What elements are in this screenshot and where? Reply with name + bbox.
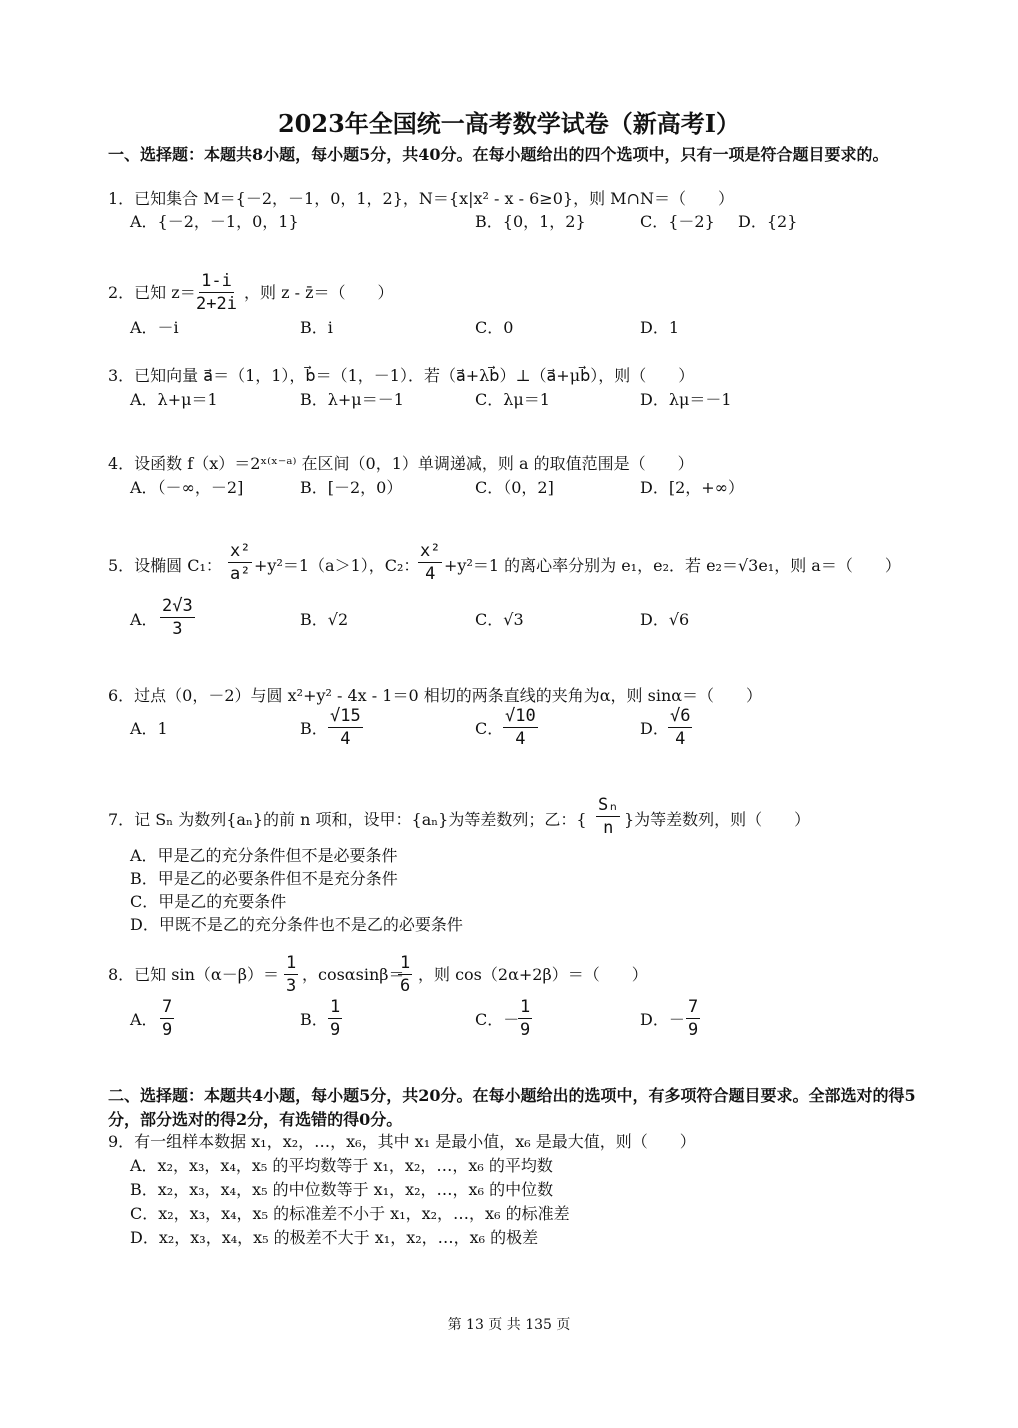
q2-option-b: B．i [300, 318, 333, 337]
q7-fraction-num: Sₙ [598, 795, 619, 815]
q8-option-b-label: B． [300, 1010, 328, 1029]
q8-option-a-fraction [160, 998, 174, 1039]
q6-option-b-num: √15 [330, 706, 361, 726]
q8-option-d-num: 7 [688, 997, 699, 1017]
q5-option-a-fraction [160, 597, 195, 638]
q2-fraction [196, 272, 237, 313]
q2-option-a: A．－i [130, 318, 179, 337]
q2-stem-post: ，则 z - z̄＝（ ） [244, 283, 394, 302]
section-1-heading: 一、选择题：本题共8小题，每小题5分，共40分。在每小题给出的四个选项中，只有一项是符合题目要求的。 [108, 145, 889, 164]
q8-fraction-1-den: 3 [286, 976, 297, 996]
q5-stem-pre: 5．设椭圆 C₁： [108, 556, 222, 575]
q8-fraction-2-num: 1 [400, 953, 411, 973]
q4-option-c: C．（0，2] [475, 478, 554, 497]
q5-stem-mid: +y²＝1（a＞1），C₂： [254, 556, 420, 575]
q6-option-d-fraction [668, 707, 692, 748]
q8-fraction-2-den: 6 [400, 976, 411, 996]
q7-stem-pre: 7．记 Sₙ 为数列{aₙ}的前 n 项和，设甲：{aₙ}为等差数列；乙：{ [108, 810, 587, 829]
q2-fraction-den: 2+2i [196, 294, 237, 314]
q8-option-a-den: 9 [162, 1020, 173, 1040]
q8-option-c-den: 9 [520, 1020, 531, 1040]
q1-option-b: B．{0，1，2} [475, 212, 586, 231]
q7-fraction [596, 796, 620, 837]
q8-fraction-1-num: 1 [286, 953, 297, 973]
q8-option-b-fraction [328, 998, 342, 1039]
q8-option-c-fraction [518, 998, 532, 1039]
q5-fraction-1-num: x² [230, 541, 251, 561]
q4-option-b: B．[－2，0） [300, 478, 403, 497]
q6-option-d-den: 4 [675, 729, 686, 749]
q3-option-b: B．λ+μ＝－1 [300, 390, 404, 409]
q8-option-b-num: 1 [330, 997, 341, 1017]
q1-option-d: D．{2} [738, 212, 798, 231]
q6-option-c-den: 4 [515, 729, 526, 749]
q8-option-d-fraction [686, 998, 700, 1039]
q3-option-d: D．λμ＝－1 [640, 390, 732, 409]
q6-option-b-den: 4 [340, 729, 351, 749]
q8-option-b-den: 9 [330, 1020, 341, 1040]
q3-option-a: A．λ+μ＝1 [130, 390, 218, 409]
q5-fraction-2-num: x² [420, 541, 441, 561]
page-footer: 第 13 页 共 135 页 [447, 1317, 571, 1333]
q2-stem-pre: 2．已知 z＝ [108, 283, 196, 302]
q3-option-c: C．λμ＝1 [475, 390, 550, 409]
q2-fraction-num: 1-i [201, 271, 232, 291]
q6-option-c-num: √10 [505, 706, 536, 726]
q9-stem: 9．有一组样本数据 x₁，x₂，…，x₆，其中 x₁ 是最小值，x₆ 是最大值，则（ ） [108, 1132, 696, 1151]
q6-option-c-label: C． [475, 719, 504, 738]
q2-option-d: D．1 [640, 318, 680, 337]
q6-option-d-num: √6 [670, 706, 691, 726]
q7-option-a: A．甲是乙的充分条件但不是必要条件 [130, 846, 398, 865]
q6-stem: 6．过点（0，－2）与圆 x²+y² - 4x - 1＝0 相切的两条直线的夹角为α，则 sinα＝（ ） [108, 686, 763, 705]
q5-option-d: D．√6 [640, 610, 690, 629]
q8-fraction-1 [284, 954, 298, 995]
q8-fraction-2 [398, 954, 412, 995]
q5-fraction-1 [228, 542, 252, 583]
q1-option-a: A．{－2，－1，0，1} [130, 212, 299, 231]
q6-option-d-label: D． [640, 719, 669, 738]
q8-option-a-label: A． [130, 1010, 158, 1029]
q8-stem-pre: 8．已知 sin（α－β）＝ [108, 965, 279, 984]
q6-option-b-fraction [328, 707, 363, 748]
q8-stem-mid: ，cosαsinβ＝ [302, 965, 405, 984]
q9-option-a: A．x₂，x₃，x₄，x₅ 的平均数等于 x₁，x₂，…，x₆ 的平均数 [130, 1156, 553, 1175]
q5-fraction-2 [418, 542, 442, 583]
q1-option-c: C．{－2} [640, 212, 715, 231]
q8-option-d-label: D．－ [640, 1010, 685, 1029]
q5-option-a-label: A． [130, 610, 158, 629]
q6-option-c-fraction [503, 707, 538, 748]
q5-option-a-den: 3 [172, 619, 183, 639]
q5-option-a-num: 2√3 [162, 596, 193, 616]
q7-option-c: C．甲是乙的充要条件 [130, 892, 287, 911]
q7-option-d: D．甲既不是乙的充分条件也不是乙的必要条件 [130, 915, 463, 934]
q2-option-c: C．0 [475, 318, 514, 337]
q9-option-c: C．x₂，x₃，x₄，x₅ 的标准差不小于 x₁，x₂，…，x₆ 的标准差 [130, 1204, 570, 1223]
q7-option-b: B．甲是乙的必要条件但不是充分条件 [130, 869, 398, 888]
q9-option-d: D．x₂，x₃，x₄，x₅ 的极差不大于 x₁，x₂，…，x₆ 的极差 [130, 1228, 539, 1247]
q4-option-d: D．[2，+∞） [640, 478, 744, 497]
q8-option-a-num: 7 [162, 997, 173, 1017]
q5-fraction-1-den: a² [230, 564, 251, 584]
q5-stem-post: +y²＝1 的离心率分别为 e₁，e₂．若 e₂＝√3e₁，则 a＝（ ） [444, 556, 901, 575]
q7-stem-post: }为等差数列，则（ ） [624, 810, 811, 829]
q8-option-d-den: 9 [688, 1020, 699, 1040]
q8-option-c-num: 1 [520, 997, 531, 1017]
q6-option-b-label: B． [300, 719, 328, 738]
q5-fraction-2-den: 4 [425, 564, 436, 584]
q6-option-a: A．1 [130, 719, 168, 738]
q5-option-c: C．√3 [475, 610, 524, 629]
q8-stem-post: ，则 cos（2α+2β）＝（ ） [418, 965, 648, 984]
q7-fraction-den: n [603, 818, 614, 838]
q1-stem: 1．已知集合 M＝{－2，－1，0，1，2}，N＝{x|x² - x - 6≥0}，则 M∩N＝（ ） [108, 189, 734, 208]
q9-option-b: B．x₂，x₃，x₄，x₅ 的中位数等于 x₁，x₂，…，x₆ 的中位数 [130, 1180, 554, 1199]
q3-stem: 3．已知向量 a⃗＝（1，1），b⃗＝（1，－1）．若（a⃗+λb⃗）⊥（a⃗+μb⃗），则（ ） [108, 366, 695, 385]
page-title: 2023年全国统一高考数学试卷（新高考Ⅰ） [277, 109, 741, 138]
q8-option-c-label: C．－ [475, 1010, 520, 1029]
q4-option-a: A．（－∞，－2] [130, 478, 244, 497]
q5-option-b: B．√2 [300, 610, 349, 629]
section-2-heading: 二、选择题：本题共4小题，每小题5分，共20分。在每小题给出的选项中，有多项符合题目要求。全部选对的得5分，部分选对的得2分，有选错的得0分。 [108, 1086, 916, 1129]
q4-stem: 4．设函数 f（x）＝2ˣ⁽ˣ⁻ᵃ⁾ 在区间（0，1）单调递减，则 a 的取值范围是（ ） [108, 454, 694, 473]
